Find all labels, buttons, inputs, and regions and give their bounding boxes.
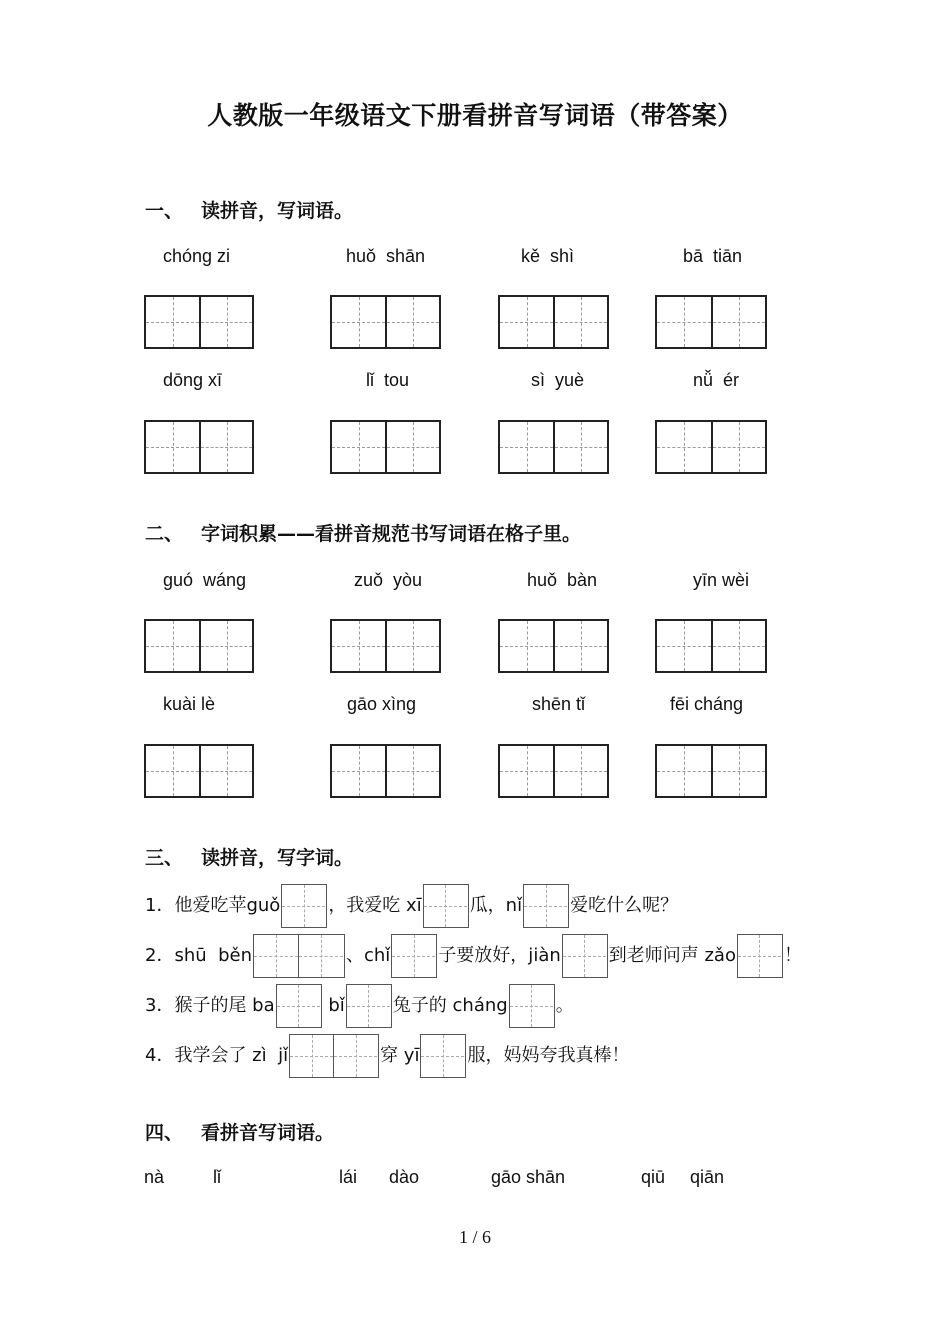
answer-box[interactable] [391,934,437,978]
pinyin-label: gāo xìng [347,694,417,714]
pinyin-label: lǐ tou [366,370,410,390]
pinyin-label: bā tiān [683,246,743,266]
page-title: 人教版一年级语文下册看拼音写词语（带答案） [207,101,743,130]
section-1-title: 读拼音，写词语。 [201,200,354,222]
question-text: ！ [783,945,802,966]
pinyin-label: qiān [690,1167,725,1187]
writing-grid[interactable] [655,420,767,474]
question-text: 、chǐ [346,945,391,966]
writing-grid[interactable] [498,295,609,349]
question-text: 爱吃什么呢？ [570,895,679,916]
answer-box[interactable] [562,934,608,978]
question-line-3 [145,983,574,1029]
writing-grid[interactable] [144,295,254,349]
question-line-2 [145,933,802,979]
pinyin-label: nǚ ér [693,370,740,390]
pinyin-label: nà [144,1167,165,1187]
pinyin-label: sì yuè [531,370,585,390]
writing-grid[interactable] [498,744,609,798]
section-1-heading [145,196,353,223]
answer-box[interactable] [281,884,327,928]
question-text: 4．我学会了 zì jǐ [145,1045,289,1066]
answer-box[interactable] [420,1034,466,1078]
question-text: 。 [555,995,574,1016]
answer-box[interactable] [289,1034,379,1078]
page-number: 1 / 6 [458,1227,491,1247]
question-line-1 [145,883,678,929]
pinyin-label: kuài lè [163,694,216,714]
answer-box[interactable] [523,884,569,928]
pinyin-label: chóng zi [163,246,231,266]
writing-grid[interactable] [144,744,254,798]
writing-grid[interactable] [330,420,441,474]
answer-box[interactable] [509,984,555,1028]
section-4-title: 看拼音写词语。 [201,1122,335,1144]
pinyin-label: gāo shān [491,1167,566,1187]
question-text: 2．shū běn [145,945,252,966]
section-2-title: 字词积累——看拼音规范书写词语在格子里。 [201,523,582,545]
pinyin-label: lái [339,1167,358,1187]
question-text: ，我爱吃 xī [328,895,422,916]
question-text: bǐ [322,995,345,1016]
pinyin-label: lǐ [213,1167,221,1187]
question-text: 3．猴子的尾 ba [145,995,275,1016]
question-text: 兔子的 cháng [392,995,508,1016]
writing-grid[interactable] [655,295,767,349]
question-text: 服，妈妈夸我真棒！ [467,1045,630,1066]
writing-grid[interactable] [144,420,254,474]
section-3-heading [145,843,353,870]
pinyin-label: kě shì [521,246,575,266]
answer-box[interactable] [346,984,392,1028]
pinyin-label: huǒ shān [346,246,426,266]
pinyin-label: dōng xī [163,370,223,390]
writing-grid[interactable] [330,619,441,673]
question-text: 子要放好，jiàn [438,945,561,966]
writing-grid[interactable] [498,420,609,474]
pinyin-label: guó wáng [163,570,247,590]
pinyin-label: dào [389,1167,420,1187]
section-2-number: 二、 [145,523,184,545]
question-line-4 [145,1033,629,1079]
answer-box[interactable] [737,934,783,978]
pinyin-label: yīn wèi [693,570,750,590]
question-text: 到老师问声 zǎo [608,945,736,966]
pinyin-label: qiū [641,1167,666,1187]
writing-grid[interactable] [655,744,767,798]
answer-box[interactable] [423,884,469,928]
question-text: 1．他爱吃苹guǒ [145,895,281,916]
section-4-heading [145,1118,334,1145]
section-3-number: 三、 [145,847,184,869]
section-2-heading [145,519,581,546]
pinyin-label: fēi cháng [670,694,744,714]
pinyin-label: huǒ bàn [527,570,598,590]
section-4-number: 四、 [145,1122,184,1144]
question-text: 瓜，nǐ [469,895,523,916]
section-1-number: 一、 [145,200,184,222]
pinyin-label: shēn tǐ [532,694,586,714]
question-text: 穿 yī [380,1045,420,1066]
writing-grid[interactable] [330,295,441,349]
answer-box[interactable] [253,934,345,978]
writing-grid[interactable] [655,619,767,673]
section-3-title: 读拼音，写字词。 [201,847,354,869]
answer-box[interactable] [276,984,322,1028]
pinyin-label: zuǒ yòu [354,570,423,590]
writing-grid[interactable] [330,744,441,798]
writing-grid[interactable] [144,619,254,673]
writing-grid[interactable] [498,619,609,673]
